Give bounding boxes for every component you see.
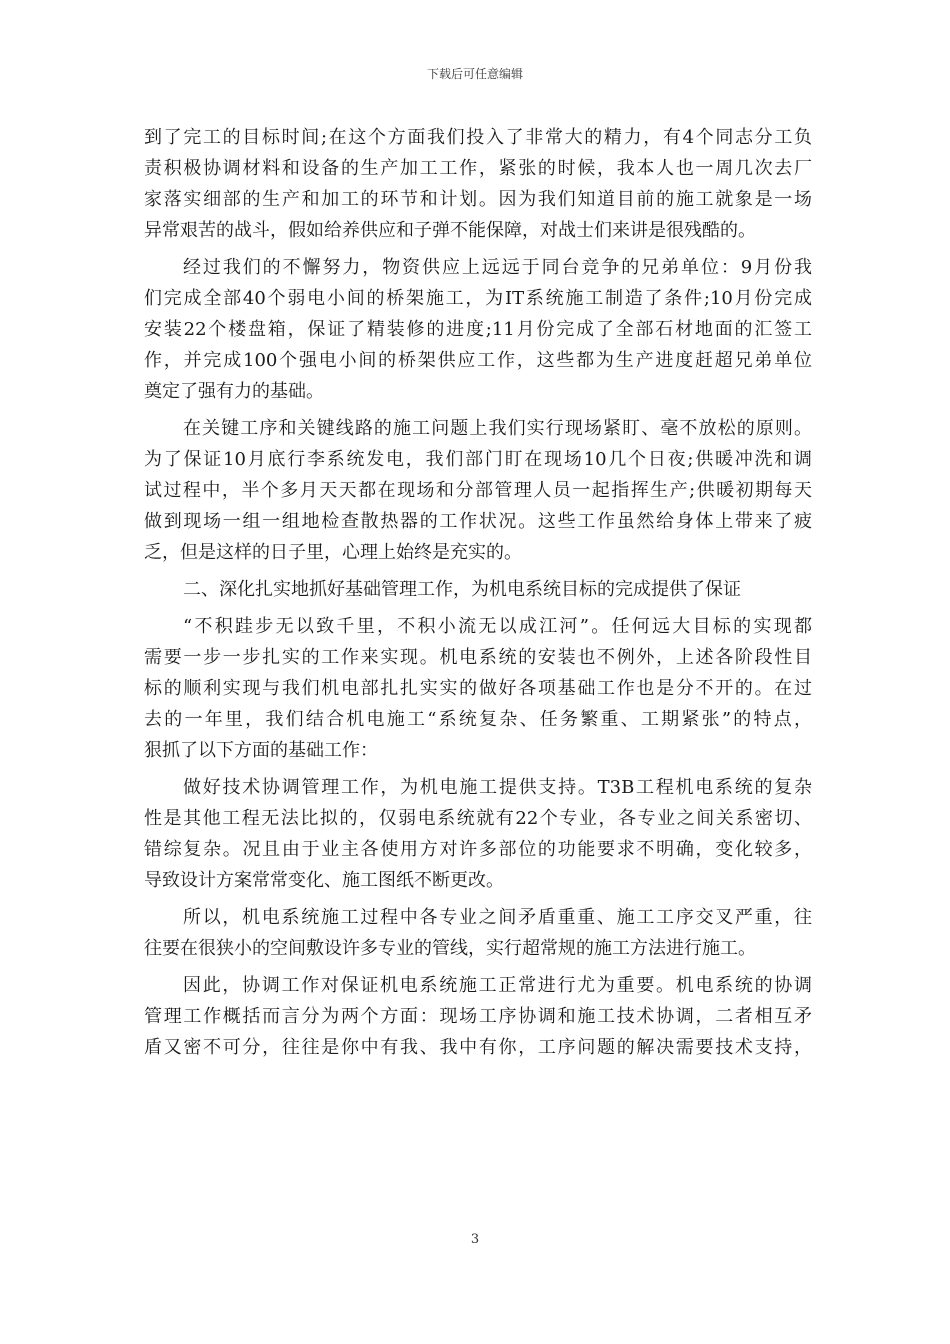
text-line: 管理工作概括而言分为两个方面：现场工序协调和施工技术协调，二者相互矛 [144, 1006, 812, 1027]
paragraph [144, 413, 812, 568]
paragraph [144, 611, 812, 766]
document-body [144, 122, 812, 1063]
text-line: 们完成全部40个弱电小间的桥架施工，为IT系统施工制造了条件;10月份完成 [144, 288, 812, 309]
paragraph [144, 252, 812, 407]
text-line: 作，并完成100个强电小间的桥架供应工作，这些都为生产进度赶超兄弟单位 [144, 350, 812, 371]
section-heading [144, 574, 812, 605]
text-line: 二、深化扎实地抓好基础管理工作，为机电系统目标的完成提供了保证 [183, 579, 741, 600]
text-line: “不积跬步无以致千里，不积小流无以成江河”。任何远大目标的实现都 [183, 616, 812, 637]
text-line: 做到现场一组一组地检查散热器的工作状况。这些工作虽然给身体上带来了疲 [144, 511, 812, 532]
text-line: 异常艰苦的战斗，假如给养供应和子弹不能保障，对战士们来讲是很残酷的。 [144, 220, 756, 241]
text-line: 性是其他工程无法比拟的，仅弱电系统就有22个专业，各专业之间关系密切、 [144, 808, 812, 829]
text-line: 导致设计方案常常变化、施工图纸不断更改。 [144, 870, 504, 891]
text-line: 试过程中，半个多月天天都在现场和分部管理人员一起指挥生产;供暖初期每天 [144, 480, 812, 501]
text-line: 做好技术协调管理工作，为机电施工提供支持。T3B工程机电系统的复杂 [183, 777, 812, 798]
text-line: 乏，但是这样的日子里，心理上始终是充实的。 [144, 542, 522, 563]
text-line: 为了保证10月底行李系统发电，我们部门盯在现场10几个日夜;供暖冲洗和调 [144, 449, 812, 470]
text-line: 错综复杂。况且由于业主各使用方对许多部位的功能要求不明确，变化较多， [144, 839, 812, 860]
text-line: 去的一年里，我们结合机电施工“系统复杂、任务繁重、工期紧张”的特点， [144, 709, 812, 730]
text-line: 需要一步一步扎实的工作来实现。机电系统的安装也不例外，上述各阶段性目 [144, 647, 812, 668]
paragraph [144, 970, 812, 1063]
text-line: 往要在很狭小的空间敷设许多专业的管线，实行超常规的施工方法进行施工。 [144, 938, 756, 959]
text-line: 家落实细部的生产和加工的环节和计划。因为我们知道目前的施工就象是一场 [144, 189, 812, 210]
page-header: 下载后可任意编辑 [426, 67, 523, 81]
text-line: 到了完工的目标时间;在这个方面我们投入了非常大的精力，有4个同志分工负 [144, 127, 812, 148]
paragraph [144, 772, 812, 896]
paragraph [144, 122, 812, 246]
text-line: 因此，协调工作对保证机电系统施工正常进行尤为重要。机电系统的协调 [183, 975, 812, 996]
text-line: 责积极协调材料和设备的生产加工工作，紧张的时候，我本人也一周几次去厂 [144, 158, 812, 179]
text-line: 奠定了强有力的基础。 [144, 381, 324, 402]
text-line: 狠抓了以下方面的基础工作： [144, 740, 378, 761]
text-line: 标的顺利实现与我们机电部扎扎实实的做好各项基础工作也是分不开的。在过 [144, 678, 812, 699]
text-line: 经过我们的不懈努力，物资供应上远远于同台竞争的兄弟单位：9月份我 [183, 257, 812, 278]
text-line: 所以，机电系统施工过程中各专业之间矛盾重重、施工工序交叉严重，往 [183, 907, 812, 928]
text-line: 盾又密不可分，往往是你中有我、我中有你，工序问题的解决需要技术支持， [144, 1037, 812, 1058]
page-number: 3 [470, 1232, 480, 1247]
text-line: 安装22个楼盘箱，保证了精装修的进度;11月份完成了全部石材地面的汇签工 [144, 319, 812, 340]
text-line: 在关键工序和关键线路的施工问题上我们实行现场紧盯、毫不放松的原则。 [183, 418, 812, 439]
paragraph [144, 902, 812, 964]
